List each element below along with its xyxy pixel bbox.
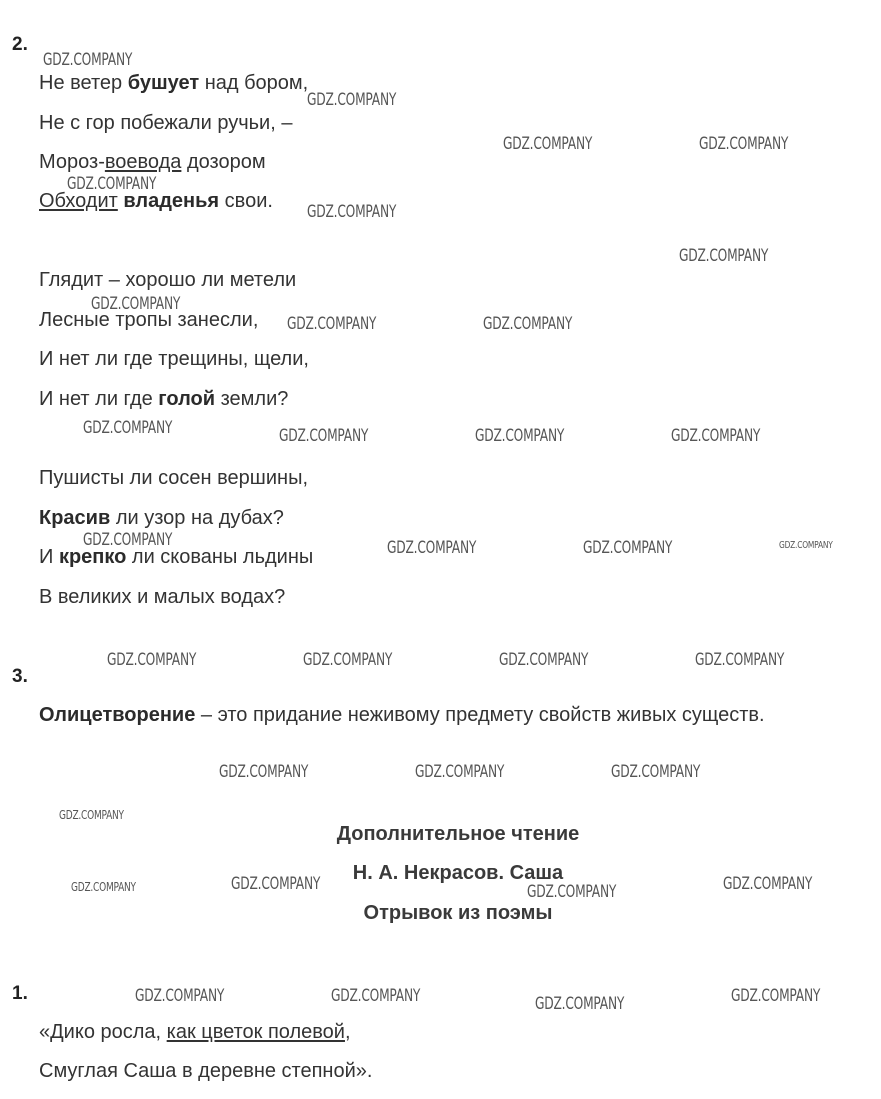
watermark: GDZ.COMPANY	[483, 314, 573, 334]
text-fragment: дозором	[181, 151, 266, 173]
watermark: GDZ.COMPANY	[59, 808, 124, 822]
extra-subtitle: Отрывок из поэмы	[363, 902, 553, 924]
text-fragment: ли узор на дубах?	[110, 507, 284, 529]
text-fragment: И	[39, 546, 59, 568]
poem-line	[39, 308, 258, 332]
poem-line	[39, 347, 309, 371]
definition-line	[39, 703, 765, 727]
text-fragment: ,	[344, 1021, 351, 1043]
definition-term: Олицетворение	[39, 704, 196, 726]
text-fragment: Смуглая Саша в деревне степной».	[39, 1060, 373, 1082]
text-fragment: В великих и малых водах?	[39, 586, 286, 608]
text-fragment: «Дико росла,	[39, 1021, 167, 1043]
watermark: GDZ.COMPANY	[679, 246, 769, 266]
watermark: GDZ.COMPANY	[503, 134, 593, 154]
watermark: GDZ.COMPANY	[415, 762, 505, 782]
poem-line	[39, 71, 308, 95]
poem-line	[39, 545, 313, 569]
section-number-2: 2.	[12, 34, 28, 55]
poem-line	[39, 1059, 372, 1083]
poem-line	[39, 189, 273, 213]
watermark: GDZ.COMPANY	[307, 202, 397, 222]
watermark: GDZ.COMPANY	[67, 174, 157, 194]
bold-word: Красив	[39, 507, 111, 529]
definition-text: – это придание неживому предмету свойств живых существ.	[195, 704, 765, 726]
poem-line	[39, 585, 285, 609]
text-fragment: ли скованы льдины	[126, 546, 314, 568]
text-fragment: Мороз-	[39, 151, 105, 173]
text-fragment: Не с гор побежали ручьи, –	[39, 112, 293, 134]
text-fragment: земли?	[215, 388, 289, 410]
extra-work-title: Н. А. Некрасов. Саша	[352, 862, 564, 884]
bold-word: бушует	[127, 72, 200, 94]
extra-heading: Дополнительное чтение	[336, 823, 580, 845]
poem-line	[39, 111, 292, 135]
watermark: GDZ.COMPANY	[671, 426, 761, 446]
watermark: GDZ.COMPANY	[83, 418, 173, 438]
watermark: GDZ.COMPANY	[307, 90, 397, 110]
poem-line	[39, 466, 308, 490]
text-fragment: И нет ли где	[39, 388, 159, 410]
watermark: GDZ.COMPANY	[107, 650, 197, 670]
bold-word: крепко	[58, 546, 127, 568]
watermark: GDZ.COMPANY	[219, 762, 309, 782]
watermark: GDZ.COMPANY	[535, 994, 625, 1014]
text-fragment: Пушисты ли сосен вершины,	[39, 467, 308, 489]
watermark: GDZ.COMPANY	[387, 538, 477, 558]
bold-word: голой	[158, 388, 216, 410]
poem-line	[39, 150, 266, 174]
watermark: GDZ.COMPANY	[331, 986, 421, 1006]
watermark: GDZ.COMPANY	[695, 650, 785, 670]
text-fragment: Глядит – хорошо ли метели	[39, 269, 297, 291]
watermark: GDZ.COMPANY	[699, 134, 789, 154]
watermark: GDZ.COMPANY	[611, 762, 701, 782]
text-fragment: над бором,	[199, 72, 309, 94]
watermark: GDZ.COMPANY	[135, 986, 225, 1006]
watermark: GDZ.COMPANY	[303, 650, 393, 670]
bold-word: владенья	[123, 190, 220, 212]
watermark: GDZ.COMPANY	[287, 314, 377, 334]
text-fragment: И нет ли где трещины, щели,	[39, 348, 309, 370]
watermark: GDZ.COMPANY	[779, 540, 833, 551]
text-fragment: Не ветер	[39, 72, 128, 94]
poem-line	[39, 387, 288, 411]
section-number-1: 1.	[12, 983, 28, 1004]
watermark: GDZ.COMPANY	[91, 294, 181, 314]
watermark: GDZ.COMPANY	[527, 882, 617, 902]
watermark: GDZ.COMPANY	[583, 538, 673, 558]
watermark: GDZ.COMPANY	[723, 874, 813, 894]
watermark: GDZ.COMPANY	[43, 50, 133, 70]
watermark: GDZ.COMPANY	[279, 426, 369, 446]
underlined-phrase: воевода	[104, 151, 182, 173]
watermark: GDZ.COMPANY	[731, 986, 821, 1006]
text-fragment: Лесные тропы занесли,	[39, 309, 259, 331]
text-fragment: свои.	[219, 190, 273, 212]
watermark: GDZ.COMPANY	[499, 650, 589, 670]
poem-line	[39, 506, 284, 530]
watermark: GDZ.COMPANY	[83, 530, 173, 550]
underlined-phrase: Обходит	[39, 190, 118, 212]
watermark: GDZ.COMPANY	[231, 874, 321, 894]
watermark: GDZ.COMPANY	[71, 880, 136, 894]
section-number-3: 3.	[12, 666, 28, 687]
poem-line	[39, 268, 296, 292]
underlined-phrase: как цветок полевой	[166, 1021, 345, 1043]
watermark: GDZ.COMPANY	[475, 426, 565, 446]
poem-line	[39, 1020, 351, 1044]
